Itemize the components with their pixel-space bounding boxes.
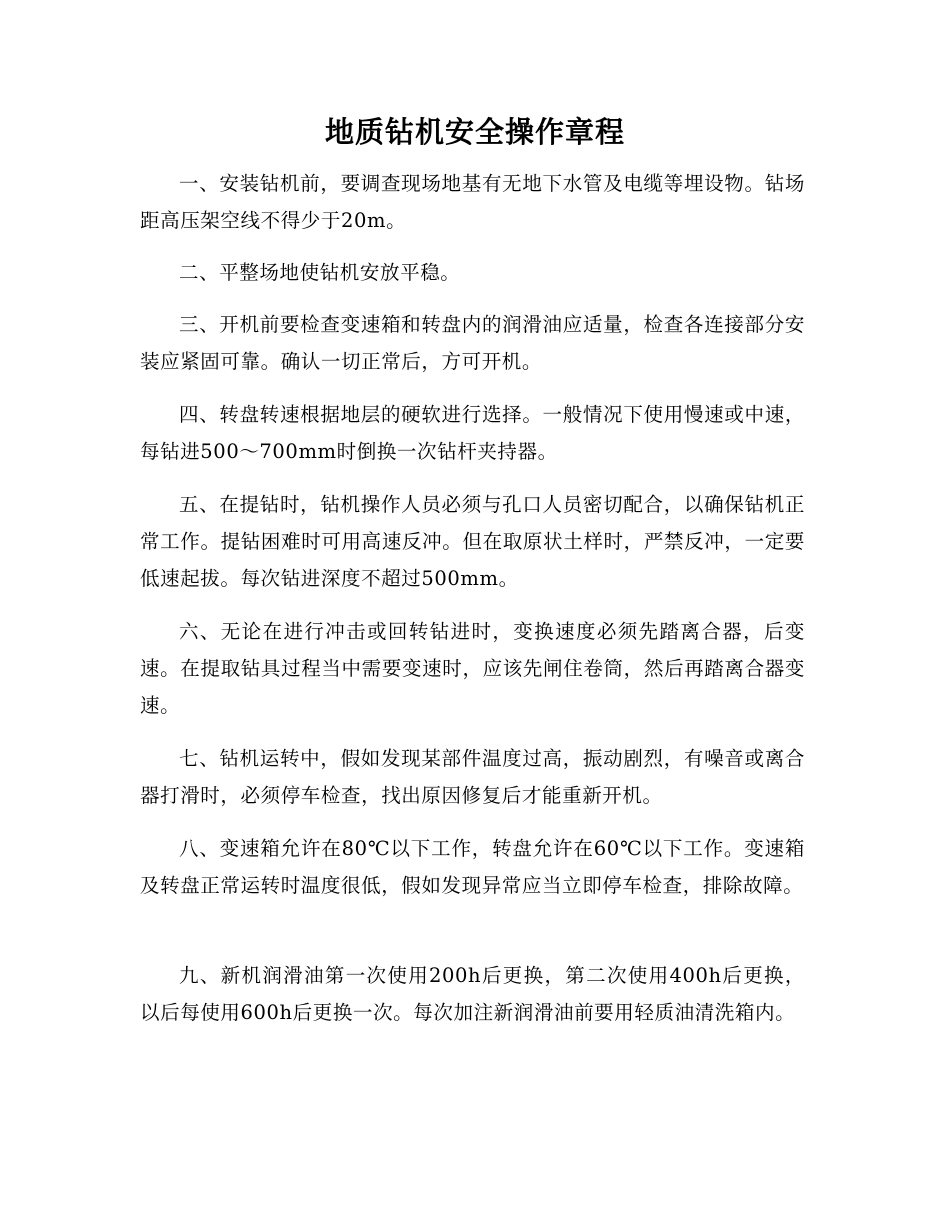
paragraph-1: 一、安装钻机前，要调查现场地基有无地下水管及电缆等埋设物。钻场距高压架空线不得少于20m。 [140,172,805,232]
paragraph-9: 九、新机润滑油第一次使用200h后更换，第二次使用400h后更换，以后每使用600h后更换一次。每次加注新润滑油前要用轻质油清洗箱内。 [140,964,805,1024]
paragraph-6: 六、无论在进行冲击或回转钻进时，变换速度必须先踏离合器，后变速。在提取钻具过程当中需要变速时，应该先闸住卷筒，然后再踏离合器变速。 [140,620,805,717]
paragraph-3: 三、开机前要检查变速箱和转盘内的润滑油应适量，检查各连接部分安装应紧固可靠。确认一切正常后，方可开机。 [140,313,805,373]
paragraph-8: 八、变速箱允许在80℃以下工作，转盘允许在60℃以下工作。变速箱及转盘正常运转时温度很低，假如发现异常应当立即停车检查，排除故障。 [140,837,805,897]
paragraph-7: 七、钻机运转中，假如发现某部件温度过高，振动剧烈，有噪音或离合器打滑时，必须停车检查，找出原因修复后才能重新开机。 [140,747,805,807]
paragraph-5: 五、在提钻时，钻机操作人员必须与孔口人员密切配合，以确保钻机正常工作。提钻困难时可用高速反冲。但在取原状土样时，严禁反冲，一定要低速起拔。每次钻进深度不超过500mm。 [140,493,805,590]
paragraph-4: 四、转盘转速根据地层的硬软进行选择。一般情况下使用慢速或中速，每钻进500～700mm时倒换一次钻杆夹持器。 [140,403,805,463]
document-title: 地质钻机安全操作章程 [324,115,625,149]
paragraph-2: 二、平整场地使钻机安放平稳。 [179,261,461,284]
